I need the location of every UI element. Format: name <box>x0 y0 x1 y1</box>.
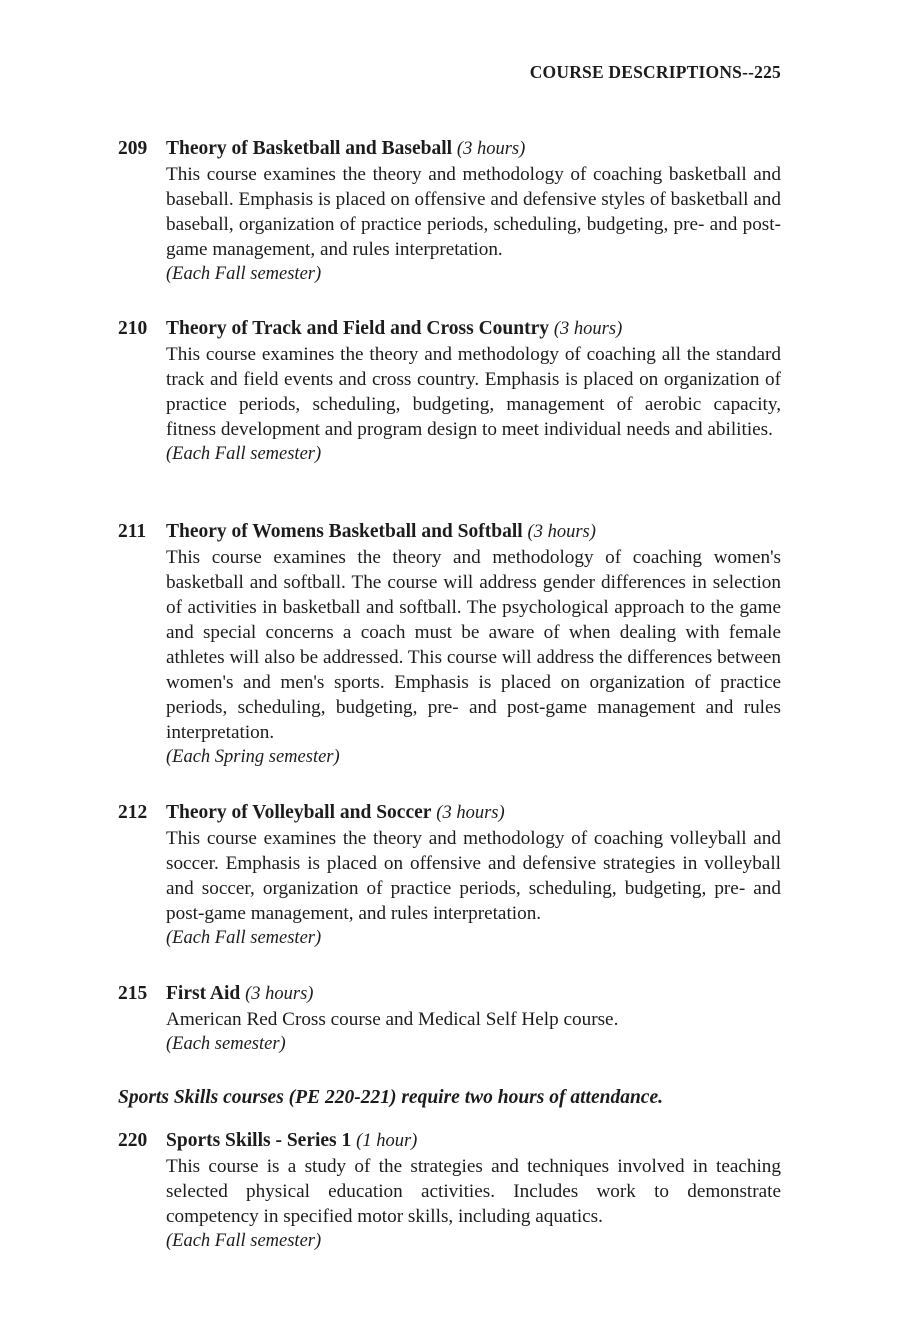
course-hours: (3 hours) <box>527 522 596 542</box>
course-term: (Each Fall semester) <box>166 928 322 948</box>
course-number: 215 <box>118 983 148 1004</box>
course-description: This course is a study of the strategies and techniques involved in teaching selected physical education activities. Includes work to demonstrate competency in specified motor skills, including aquatics. <box>166 1156 781 1227</box>
course-term: (Each Fall semester) <box>166 264 322 284</box>
course-description: This course examines the theory and methodology of coaching all the standard track and field events and cross country. Emphasis is placed on organization of practice periods, scheduling, budgeting, management of aerobic capacity, fitness development and program design to meet individual needs and abilities. <box>166 344 781 440</box>
course-description: This course examines the theory and methodology of coaching volleyball and soccer. Emphasis is placed on offensive and defensive strategies in volleyball and soccer, organization of practice periods, scheduling, budgeting, pre- and post-game management, and rules interpretation. <box>166 828 781 924</box>
course-number: 210 <box>118 318 148 339</box>
course-212 <box>118 800 788 951</box>
course-hours: (3 hours) <box>436 803 505 823</box>
course-term: (Each Spring semester) <box>166 747 340 767</box>
course-hours: (1 hour) <box>356 1131 418 1151</box>
course-number: 209 <box>118 138 148 159</box>
course-title: Theory of Basketball and Baseball <box>166 138 453 159</box>
course-number: 211 <box>118 521 147 542</box>
course-title: Theory of Track and Field and Cross Country <box>166 318 550 339</box>
course-description: This course examines the theory and methodology of coaching women's basketball and softball. The course will address gender differences in selection of activities in basketball and softball. The psychological approach to the game and special concerns a coach must be aware of when dealing with female athletes will also be addressed. This course will address the differences between women's and men's sports. Emphasis is placed on organization of practice periods, scheduling, budgeting, pre- and post-game management and rules interpretation. <box>166 547 781 743</box>
course-term: (Each semester) <box>166 1034 286 1054</box>
course-209 <box>118 136 788 287</box>
course-hours: (3 hours) <box>456 139 526 159</box>
sports-skills-note: Sports Skills courses (PE 220-221) require two hours of attendance. <box>118 1087 663 1108</box>
course-title: Sports Skills - Series 1 <box>166 1130 352 1151</box>
course-description: This course examines the theory and methodology of coaching basketball and baseball. Emphasis is placed on offensive and defensive styles of basketball and baseball, organization of practice periods, scheduling, budgeting, pre- and post-game management, and rules interpretation. <box>166 164 781 260</box>
course-title: Theory of Womens Basketball and Softball <box>166 521 523 542</box>
course-hours: (3 hours) <box>245 984 314 1004</box>
course-220 <box>118 1128 788 1254</box>
course-title: First Aid <box>166 983 241 1004</box>
course-term: (Each Fall semester) <box>166 444 322 464</box>
course-215 <box>118 981 788 1057</box>
course-heading <box>118 800 788 826</box>
course-heading <box>118 519 788 545</box>
course-210 <box>118 316 788 467</box>
course-title: Theory of Volleyball and Soccer <box>166 802 432 823</box>
course-description: American Red Cross course and Medical Self Help course. <box>166 1009 619 1030</box>
course-heading <box>118 136 788 162</box>
course-heading <box>118 981 788 1007</box>
course-heading <box>118 316 788 342</box>
course-hours: (3 hours) <box>553 319 623 339</box>
course-term: (Each Fall semester) <box>166 1231 322 1251</box>
course-number: 212 <box>118 802 148 823</box>
running-head: COURSE DESCRIPTIONS--225 <box>529 62 781 82</box>
course-number: 220 <box>118 1130 148 1151</box>
course-211 <box>118 519 788 770</box>
course-heading <box>118 1128 788 1154</box>
